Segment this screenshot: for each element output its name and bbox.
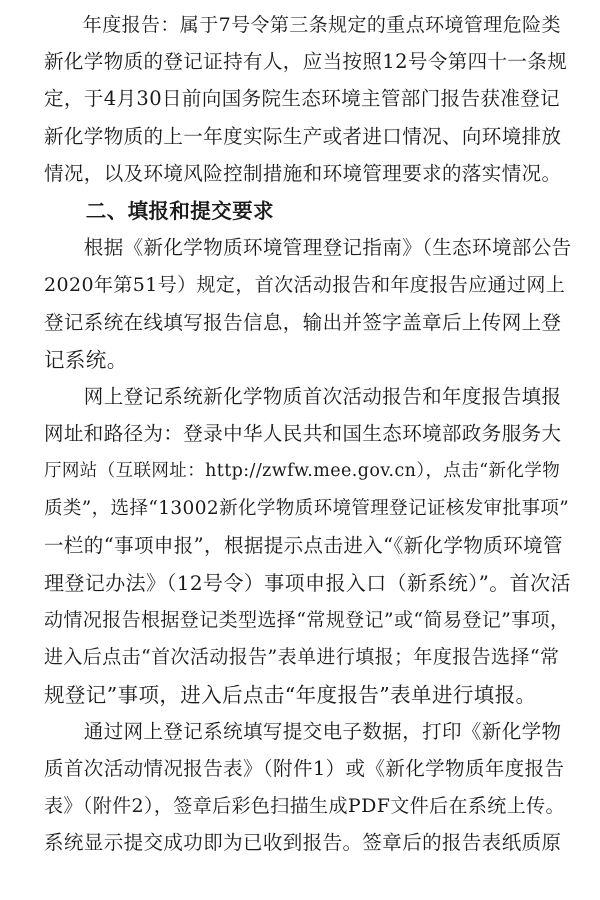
body-text-line: 理登记办法》（12号令）事项申报入口（新系统）”。首次活 (44, 571, 571, 595)
body-text-line: 网址和路径为：登录中华人民共和国生态环境部政务服务大 (44, 422, 562, 446)
body-text-line: 网上登记系统新化学物质首次活动报告和年度报告填报 (44, 385, 562, 408)
body-text-line: 登记系统在线填写报告信息，输出并签字盖章后上传网上登 (44, 310, 562, 334)
body-text-line: 系统显示提交成功即为已收到报告。签章后的报告表纸质原 (44, 831, 562, 855)
body-text-line: 厅网站（互联网址：http://zwfw.mee.gov.cn），点击“新化学物 (44, 461, 561, 482)
body-text-line: 根据《新化学物质环境管理登记指南》（生态环境部公告 (44, 236, 572, 260)
body-text-line: 记系统。 (44, 347, 128, 372)
body-text-line: 新化学物质的登记证持有人，应当按照12号令第四十一条规 (44, 50, 568, 74)
body-text-line: 通过网上登记系统填写提交电子数据，打印《新化学物 (44, 719, 562, 743)
body-text-line: 进入后点击“首次活动报告”表单进行填报；年度报告选择“常 (44, 646, 560, 669)
body-text-line: 新化学物质的上一年度实际生产或者进口情况、向环境排放 (44, 124, 562, 148)
body-text-line: 质类”，选择“13002新化学物质环境管理登记证核发审批事项” (44, 497, 570, 519)
body-text-line: 年度报告：属于7号令第三条规定的重点环境管理危险类 (44, 14, 561, 36)
body-text-line: 表》（附件2），签章后彩色扫描生成PDF文件后在系统上传。 (44, 795, 565, 818)
body-text-line: 动情况报告根据登记类型选择“常规登记”或“简易登记”事项， (44, 609, 570, 632)
body-text-line: 规登记”事项，进入后点击“年度报告”表单进行填报。 (44, 682, 537, 707)
body-text-line: 定，于4月30日前向国务院生态环境主管部门报告获准登记 (44, 87, 561, 111)
body-text-line: 一栏的“事项申报”，根据提示点击进入“《新化学物质环境管 (44, 533, 563, 557)
body-text-line: 2020年第51号）规定，首次活动报告和年度报告应通过网上 (44, 274, 566, 297)
section-heading: 二、填报和提交要求 (44, 199, 274, 223)
body-text-line: 情况，以及环境风险控制措施和环境管理要求的落实情况。 (44, 161, 562, 185)
body-text-line: 质首次活动情况报告表》（附件1）或《新化学物质年度报告 (44, 757, 565, 780)
